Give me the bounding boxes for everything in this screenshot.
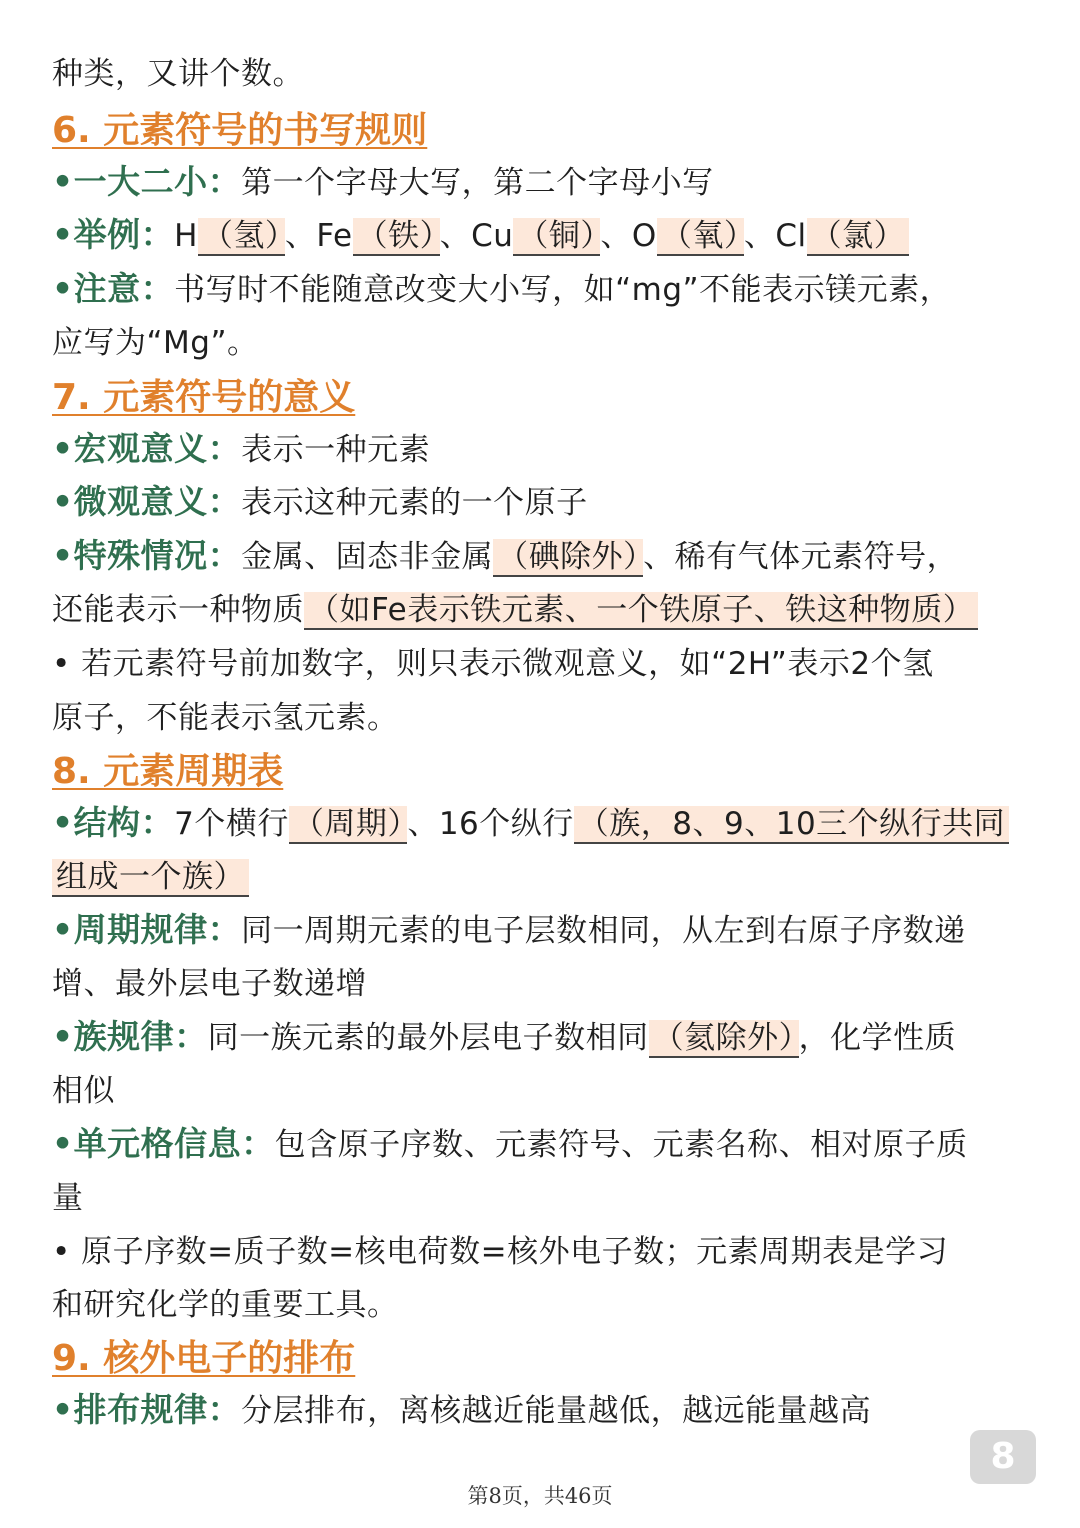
special-label: •特殊情况：: [52, 536, 242, 575]
structure-highlight: （族，8、9、10三个纵行共同: [574, 806, 1009, 844]
arrangement-label: •排布规律：: [52, 1390, 242, 1429]
separator: 、: [439, 218, 472, 254]
micro-note-line: [52, 642, 1030, 686]
rule-label: •一大二小：: [52, 162, 242, 201]
special-highlight: （如Fe表示铁元素、一个铁原子、铁这种物质）: [304, 592, 978, 630]
period-rule-continuation: [52, 962, 1030, 1006]
structure-text: 、16个纵行: [407, 806, 574, 842]
cell-info-continuation: [52, 1176, 1030, 1220]
micro-note-cont: 原子，不能表示氢元素。: [52, 700, 399, 736]
cell-text: 包含原子序数、元素符号、元素名称、相对原子质: [274, 1127, 968, 1163]
micro-note-continuation: [52, 696, 1030, 740]
example-symbol: Cu: [471, 218, 514, 254]
period-label: •周期规律：: [52, 910, 242, 949]
macro-label: •宏观意义：: [52, 429, 242, 468]
bullet: •: [52, 1234, 71, 1270]
structure-line: [52, 801, 1030, 846]
arrangement-rule-line: [52, 1388, 1030, 1433]
atomic-number-note-continuation: [52, 1283, 1030, 1327]
special-case-line: [52, 534, 1030, 579]
arrangement-text: 分层排布，离核越近能量越低，越远能量越高: [241, 1393, 872, 1429]
rule-one-big-two-small: [52, 160, 1030, 205]
note-text: 书写时不能随意改变大小写，如“mg”不能表示镁元素，: [174, 272, 952, 308]
structure-highlight: 组成一个族）: [52, 859, 249, 897]
example-name: （铜）: [513, 218, 600, 256]
group-rule-continuation: [52, 1069, 1030, 1113]
section-7-heading: 7. 元素符号的意义: [52, 377, 356, 418]
structure-text: 7个横行: [174, 806, 289, 842]
special-highlight: （碘除外）: [493, 539, 643, 577]
micro-note-text: 若元素符号前加数字，则只表示微观意义，如“2H”表示2个氢: [81, 646, 934, 682]
atomic-number-note-line: [52, 1230, 1030, 1274]
rule-text: 第一个字母大写，第二个字母小写: [241, 165, 714, 201]
example-name: （氯）: [807, 218, 910, 256]
intro-line: [52, 52, 1030, 96]
group-rule-line: [52, 1015, 1030, 1060]
period-rule-line: [52, 908, 1030, 953]
example-name: （氧）: [657, 218, 744, 256]
separator: 、: [600, 218, 632, 254]
micro-label: •微观意义：: [52, 482, 242, 521]
intro-text: 种类，又讲个数。: [52, 56, 304, 92]
section-9-heading: 9. 核外电子的排布: [52, 1338, 356, 1379]
section-8-heading: 8. 元素周期表: [52, 751, 284, 792]
page-number-badge: 8: [970, 1430, 1036, 1484]
special-text: 金属、固态非金属: [241, 539, 494, 575]
example-name: （铁）: [353, 218, 440, 256]
examples-line: [52, 213, 1030, 258]
group-text: ，化学性质: [798, 1020, 957, 1056]
structure-continuation: [52, 855, 1030, 899]
separator: 、: [743, 218, 776, 254]
group-cont: 相似: [52, 1073, 115, 1109]
group-label: •族规律：: [52, 1017, 208, 1056]
atomic-number-note-cont: 和研究化学的重要工具。: [52, 1287, 399, 1323]
example-symbol: H: [174, 218, 198, 254]
micro-meaning-line: [52, 480, 1030, 525]
structure-highlight: （周期）: [289, 806, 408, 844]
period-cont: 增、最外层电子数递增: [52, 966, 367, 1002]
note-line: [52, 267, 1030, 312]
special-text: 还能表示一种物质: [52, 592, 304, 628]
special-case-continuation: [52, 588, 1030, 632]
note-cont-text: 应写为“Mg”。: [52, 325, 259, 361]
separator: 、: [284, 218, 317, 254]
note-continuation: [52, 321, 1030, 365]
period-text: 同一周期元素的电子层数相同，从左到右原子序数递: [241, 913, 966, 949]
macro-meaning-line: [52, 427, 1030, 472]
section-6-heading: 6. 元素符号的书写规则: [52, 110, 428, 151]
group-text: 同一族元素的最外层电子数相同: [207, 1020, 649, 1056]
example-symbol: O: [631, 218, 657, 254]
cell-cont: 量: [52, 1180, 84, 1216]
bullet: •: [52, 646, 71, 682]
note-label: •注意：: [52, 269, 175, 308]
example-symbol: Cl: [775, 218, 807, 254]
page-footer: 第8页，共46页: [467, 1484, 613, 1508]
atomic-number-note: 原子序数=质子数=核电荷数=核外电子数；元素周期表是学习: [81, 1234, 949, 1270]
group-highlight: （氦除外）: [649, 1020, 799, 1058]
example-name: （氢）: [198, 218, 285, 256]
micro-text: 表示这种元素的一个原子: [241, 485, 588, 521]
macro-text: 表示一种元素: [241, 432, 431, 468]
cell-label: •单元格信息：: [52, 1124, 275, 1163]
examples-label: •举例：: [52, 215, 175, 254]
example-symbol: Fe: [316, 218, 353, 254]
cell-info-line: [52, 1122, 1030, 1167]
structure-label: •结构：: [52, 803, 175, 842]
special-text: 、稀有气体元素符号，: [643, 539, 959, 575]
